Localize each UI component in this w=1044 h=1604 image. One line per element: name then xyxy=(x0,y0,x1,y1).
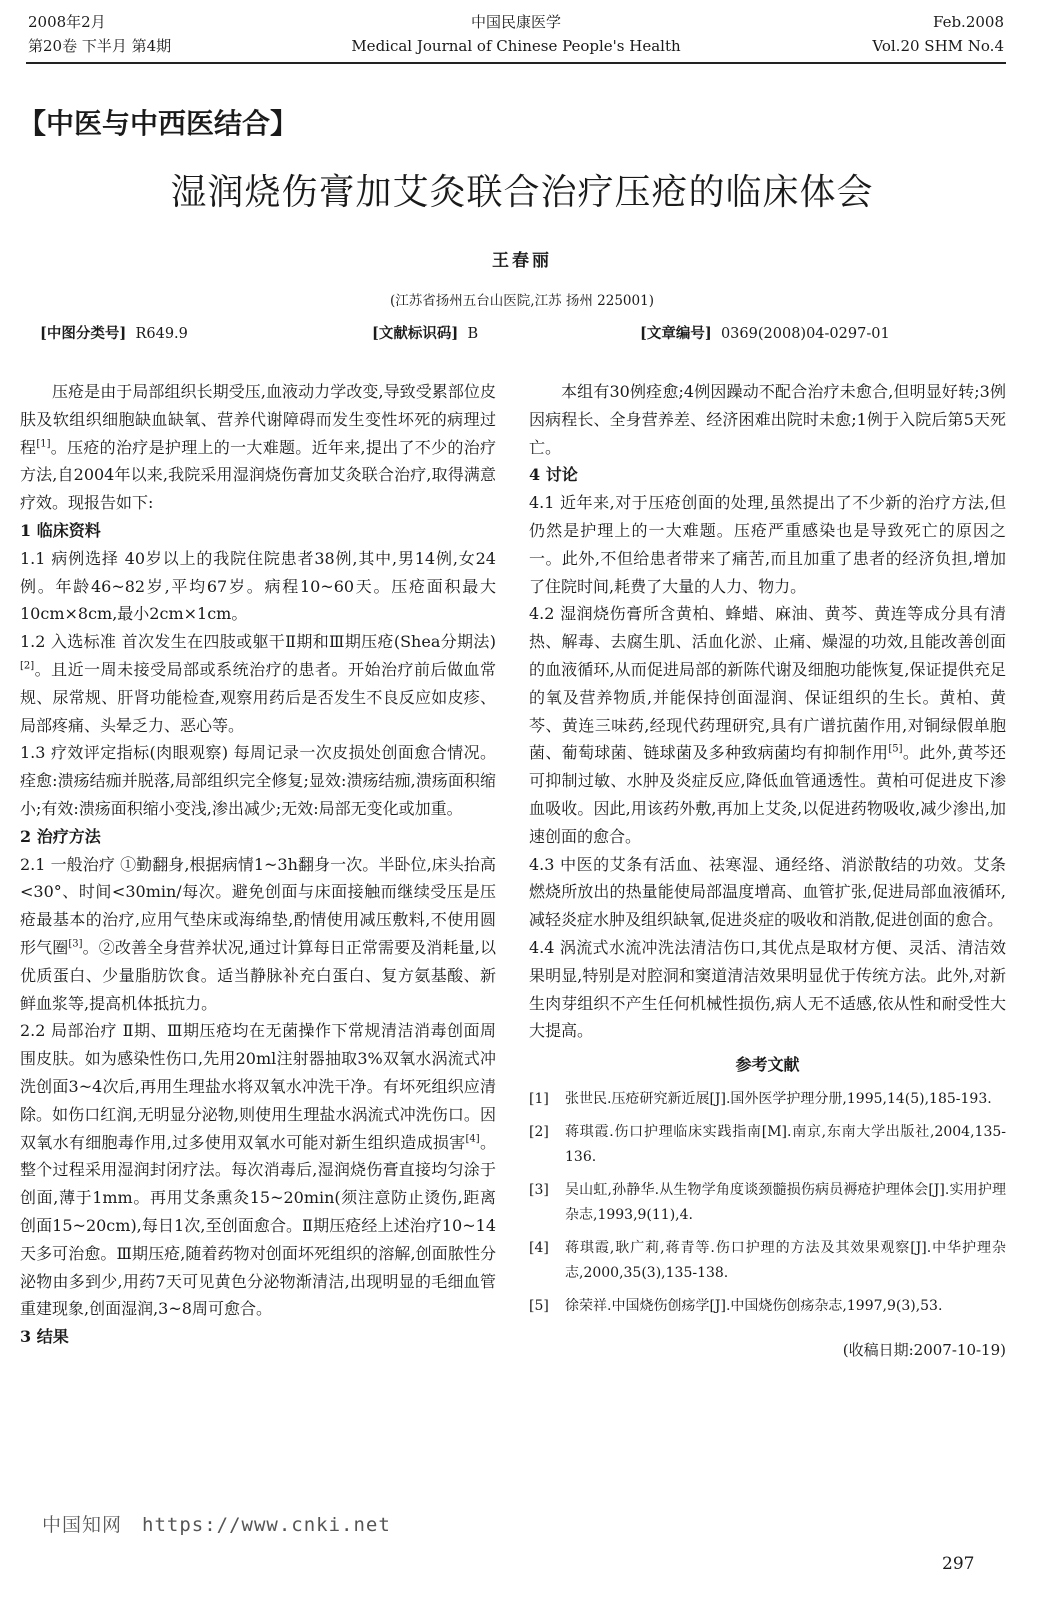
author: 王春丽 xyxy=(492,251,552,271)
watermark-url[interactable]: https://www.cnki.net xyxy=(142,1514,391,1536)
reference-item: [2] 蒋琪霞.伤口护理临床实践指南[M].南京,东南大学出版社,2004,135-136. xyxy=(529,1124,1006,1165)
column-tag: 【中医与中西医结合】 xyxy=(18,107,299,140)
subsection-paragraph: 4.1 近年来,对于压疮创面的处理,虽然提出了不少新的治疗方法,但仍然是护理上的一大难题。压疮严重感染也是导致死亡的原因之一。此外,不但给患者带来了痛苦,而且加重了患者的经济负担,增加了住院时间,耗费了大量的人力、物力。 xyxy=(529,493,1006,596)
received-date: (收稿日期:2007-10-19) xyxy=(842,1340,1006,1359)
intro-paragraph: 压疮是由于局部组织长期受压,血液动力学改变,导致受累部位皮肤及软组织细胞缺血缺氧、营养代谢障碍而发生变性坏死的病理过程[1]。压疮的治疗是护理上的一大难题。近年来,提出了不少的治疗方法,自2004年以来,我院采用湿润烧伤膏加艾灸联合治疗,取得满意疗效。现报告如下: xyxy=(20,382,496,513)
cnki-watermark xyxy=(42,1510,391,1537)
subsection-paragraph: 4.4 涡流式水流冲洗法清洁伤口,其优点是取材方便、灵活、清洁效果明显,特别是对腔洞和窦道清洁效果明显优于传统方法。此外,对新生肉芽组织不产生任何机械性损伤,病人无不适感,依从性和耐受性大大提高。 xyxy=(529,937,1006,1041)
references-heading: 参考文献 xyxy=(735,1055,800,1075)
subsection-paragraph: 2.1 一般治疗 ①勤翻身,根据病情1~3h翻身一次。半卧位,床头抬高<30°、时间<30min/每次。避免创面与床面接触而继续受压是压疮最基本的治疗,应用气垫床或海绵垫,酌情使用减压敷料,不使用圆形气圈[3]。②改善全身营养状况,通过计算每日正常需要及消耗量,以优质蛋白、少量脂肪饮食。适当静脉补充白蛋白、复方氨基酸、新鲜血浆等,提高机体抵抗力。 xyxy=(20,854,496,1013)
section-heading: 3 结果 xyxy=(20,1327,69,1347)
journal-name-en: Medical Journal of Chinese People's Health xyxy=(351,37,681,55)
subsection-paragraph: 4.2 湿润烧伤膏所含黄柏、蜂蜡、麻油、黄芩、黄连等成分具有清热、解毒、去腐生肌、活血化淤、止痛、燥湿的功效,且能改善创面的血液循环,从而促进局部的新陈代谢及细胞功能恢复,保证提供充足的氧及营养物质,并能保持创面湿润、保证组织的生长。黄柏、黄芩、黄连三味药,经现代药理研究,具有广谱抗菌作用,对铜绿假单胞菌、葡萄球菌、链球菌及多种致病菌均有抑制作用[5]。此外,黄芩还可抑制过敏、水肿及炎症反应,降低血管通透性。黄柏可促进皮下渗血吸收。因此,用该药外敷,再加上艾灸,以促进药物吸收,减少渗出,加速创面的愈合。 xyxy=(529,604,1006,846)
subsection-paragraph: 1.1 病例选择 40岁以上的我院住院患者38例,其中,男14例,女24例。年龄46~82岁,平均67岁。病程10~60天。压疮面积最大10cm×8cm,最小2cm×1cm。 xyxy=(20,548,496,624)
header-rule xyxy=(26,62,1006,64)
reference-item: [4] 蒋琪霞,耿广莉,蒋青等.伤口护理的方法及其效果观察[J].中华护理杂志,2000,35(3),135-138. xyxy=(529,1240,1006,1281)
clc-number: [中图分类号] R649.9 xyxy=(40,325,188,342)
journal-name-cn: 中国民康医学 xyxy=(470,13,561,31)
left-column xyxy=(20,378,496,1351)
page-number: 297 xyxy=(942,1554,975,1574)
header-right xyxy=(872,10,1004,58)
section-heading: 4 讨论 xyxy=(529,465,578,485)
subsection-paragraph: 1.2 入选标准 首次发生在四肢或躯干Ⅱ期和Ⅲ期压疮(Shea分期法)[2]。且近一周未接受局部或系统治疗的患者。开始治疗前后做血常规、尿常规、肝肾功能检查,观察用药后是否发生不良反应如皮疹、局部疼痛、头晕乏力、恶心等。 xyxy=(20,632,496,735)
reference-item: [5] 徐荣祥.中国烧伤创疡学[J].中国烧伤创疡杂志,1997,9(3),53. xyxy=(529,1298,943,1315)
watermark-site: 中国知网 xyxy=(42,1514,123,1536)
article-number: [文章编号] 0369(2008)04-0297-01 xyxy=(640,325,890,342)
section-heading: 2 治疗方法 xyxy=(20,826,101,846)
header-volume-en: Vol.20 SHM No.4 xyxy=(872,37,1004,55)
running-header xyxy=(28,10,1004,62)
header-date: 2008年2月 xyxy=(28,13,106,31)
affiliation: (江苏省扬州五台山医院,江苏 扬州 225001) xyxy=(390,293,654,309)
header-center xyxy=(28,10,1004,58)
reference-item: [3] 吴山虹,孙静华.从生物学角度谈颈髓损伤病员褥疮护理体会[J].实用护理杂志,1993,9(11),4. xyxy=(529,1182,1006,1223)
reference-item: [1] 张世民.压疮研究新近展[J].国外医学护理分册,1995,14(5),185-193. xyxy=(529,1090,992,1107)
subsection-paragraph: 2.2 局部治疗 Ⅱ期、Ⅲ期压疮均在无菌操作下常规清洁消毒创面周围皮肤。如为感染性伤口,先用20ml注射器抽取3%双氧水涡流式冲洗创面3~4次后,再用生理盐水将双氧水冲洗干净。有坏死组织应清除。如伤口红润,无明显分泌物,则使用生理盐水涡流式冲洗伤口。因双氧水有细胞毒作用,过多使用双氧水可能对新生组织造成损害[4]。整个过程采用湿润封闭疗法。每次消毒后,湿润烧伤膏直接均匀涂于创面,薄于1mm。再用艾条熏灸15~20min(须注意防止烫伤,距离创面15~20cm),每日1次,至创面愈合。Ⅱ期压疮经上述治疗10~14天多可治愈。Ⅲ期压疮,随着药物对创面坏死组织的溶解,创面脓性分泌物由多到少,用药7天可见黄色分泌物渐清洁,出现明显的毛细血管重建现象,创面湿润,3~8周可愈合。 xyxy=(20,1021,496,1319)
article-title: 湿润烧伤膏加艾灸联合治疗压疮的临床体会 xyxy=(170,172,874,213)
header-volume: 第20卷 下半月 第4期 xyxy=(28,37,172,55)
document-code: [文献标识码] B xyxy=(372,325,479,342)
right-column xyxy=(529,378,1006,1365)
header-date-en: Feb.2008 xyxy=(932,13,1004,31)
subsection-paragraph: 1.3 疗效评定指标(肉眼观察) 每周记录一次皮损处创面愈合情况。痊愈:溃疡结痂并脱落,局部组织完全修复;显效:溃疡结痂,溃疡面积缩小;有效:溃疡面积缩小变浅,渗出减少;无效:局部无变化或加重。 xyxy=(20,743,496,818)
subsection-paragraph: 4.3 中医的艾条有活血、祛寒湿、通经络、消淤散结的功效。艾条燃烧所放出的热量能使局部温度增高、血管扩张,促进局部血液循环,减轻炎症水肿及组织缺氧,促进炎症的吸收和消散,促进创面的愈合。 xyxy=(529,854,1006,930)
section-heading: 1 临床资料 xyxy=(20,520,101,540)
result-paragraph: 本组有30例痊愈;4例因躁动不配合治疗未愈合,但明显好转;3例因病程长、全身营养差、经济困难出院时未愈;1例于入院后第5天死亡。 xyxy=(529,382,1006,457)
